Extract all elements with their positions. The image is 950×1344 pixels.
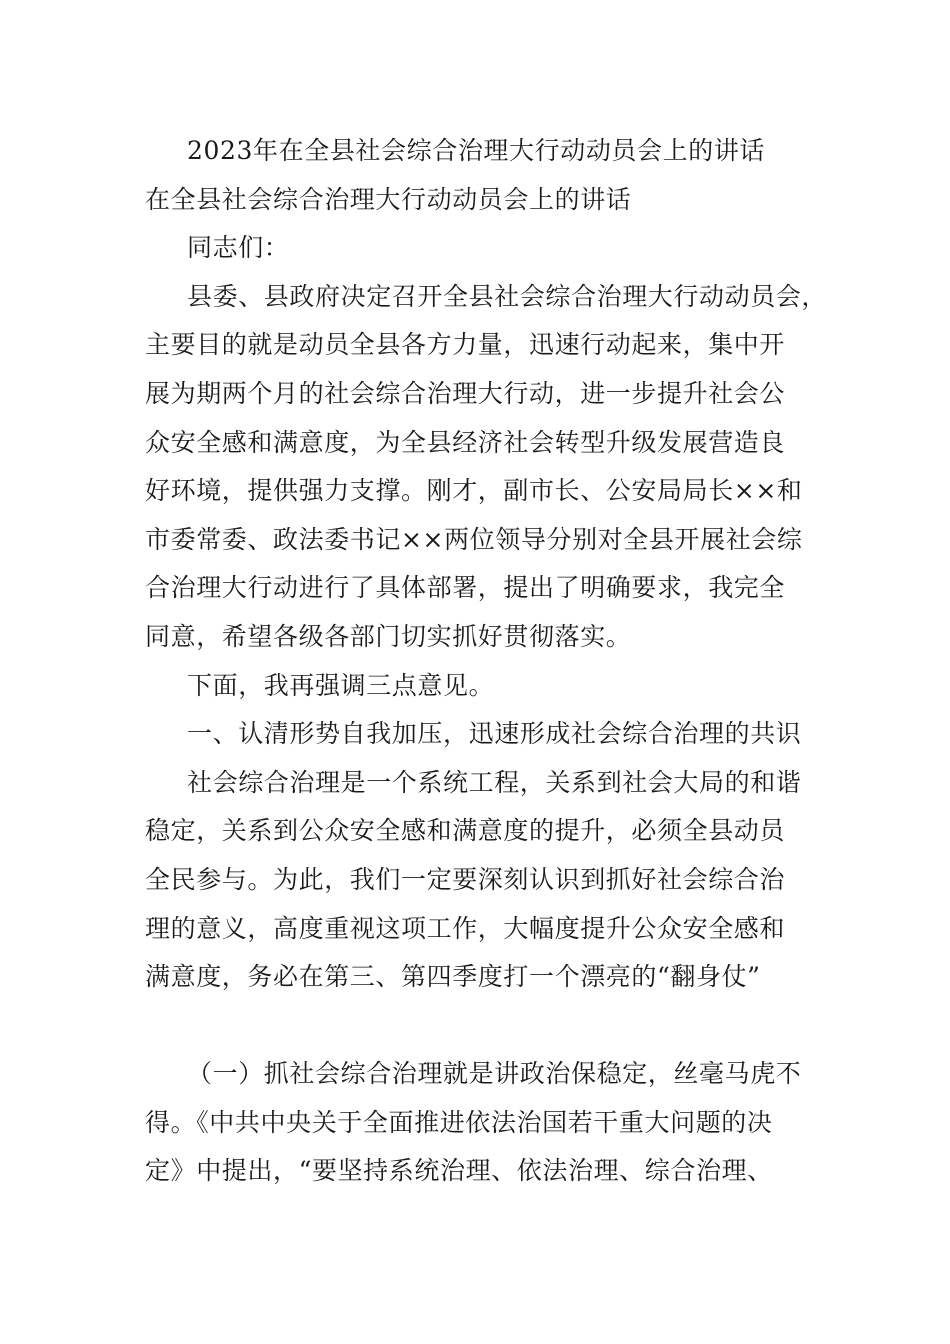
paragraph-line: 理的意义，高度重视这项工作，大幅度提升公众安全感和 [145,913,786,943]
paragraph-line: 众安全感和满意度，为全县经济社会转型升级发展营造良 [145,427,786,457]
blank-line [145,1002,813,1051]
paragraph-line: 稳定，关系到公众安全感和满意度的提升，必须全县动员 [145,816,786,846]
paragraph-line: 县委、县政府决定召开全县社会综合治理大行动动员会， [187,281,828,311]
paragraph-line: 得。《中共中央关于全面推进依法治国若干重大问题的决 [145,1107,773,1137]
paragraph-3 [145,759,813,1002]
paragraph-line: （一）抓社会综合治理就是讲政治保稳定，丝毫马虎不 [187,1059,802,1089]
greeting: 同志们： [187,233,290,263]
paragraph-line: 满意度，务必在第三、第四季度打一个漂亮的“翻身仗” [145,962,761,992]
paragraph-1 [145,273,828,662]
paragraph-line: 市委常委、政法委书记××两位领导分别对全县开展社会综 [145,524,803,554]
document-subtitle: 在全县社会综合治理大行动动员会上的讲话 [145,184,632,214]
paragraph-line: 展为期两个月的社会综合治理大行动，进一步提升社会公 [145,378,786,408]
paragraph-4 [145,1050,813,1196]
paragraph-line: 合治理大行动进行了具体部署，提出了明确要求，我完全 [145,573,786,603]
paragraph-line: 好环境，提供强力支撑。刚才，副市长、公安局局长××和 [145,476,803,506]
paragraph-line: 同意，希望各级各部门切实抓好贯彻落实。 [145,621,632,651]
section-heading-1: 一、认清形势自我加压，迅速形成社会综合治理的共识 [187,719,802,749]
paragraph-line: 全民参与。为此，我们一定要深刻认识到抓好社会综合治 [145,864,786,894]
paragraph-line: 定》中提出，“要坚持系统治理、依法治理、综合治理、 [145,1156,773,1186]
document-body [145,127,828,1196]
document-title: 2023年在全县社会综合治理大行动动员会上的讲话 [187,136,766,165]
paragraph-2: 下面，我再强调三点意见。 [187,670,495,700]
paragraph-line: 社会综合治理是一个系统工程，关系到社会大局的和谐 [187,767,802,797]
paragraph-line: 主要目的就是动员全县各方力量，迅速行动起来，集中开 [145,330,786,360]
